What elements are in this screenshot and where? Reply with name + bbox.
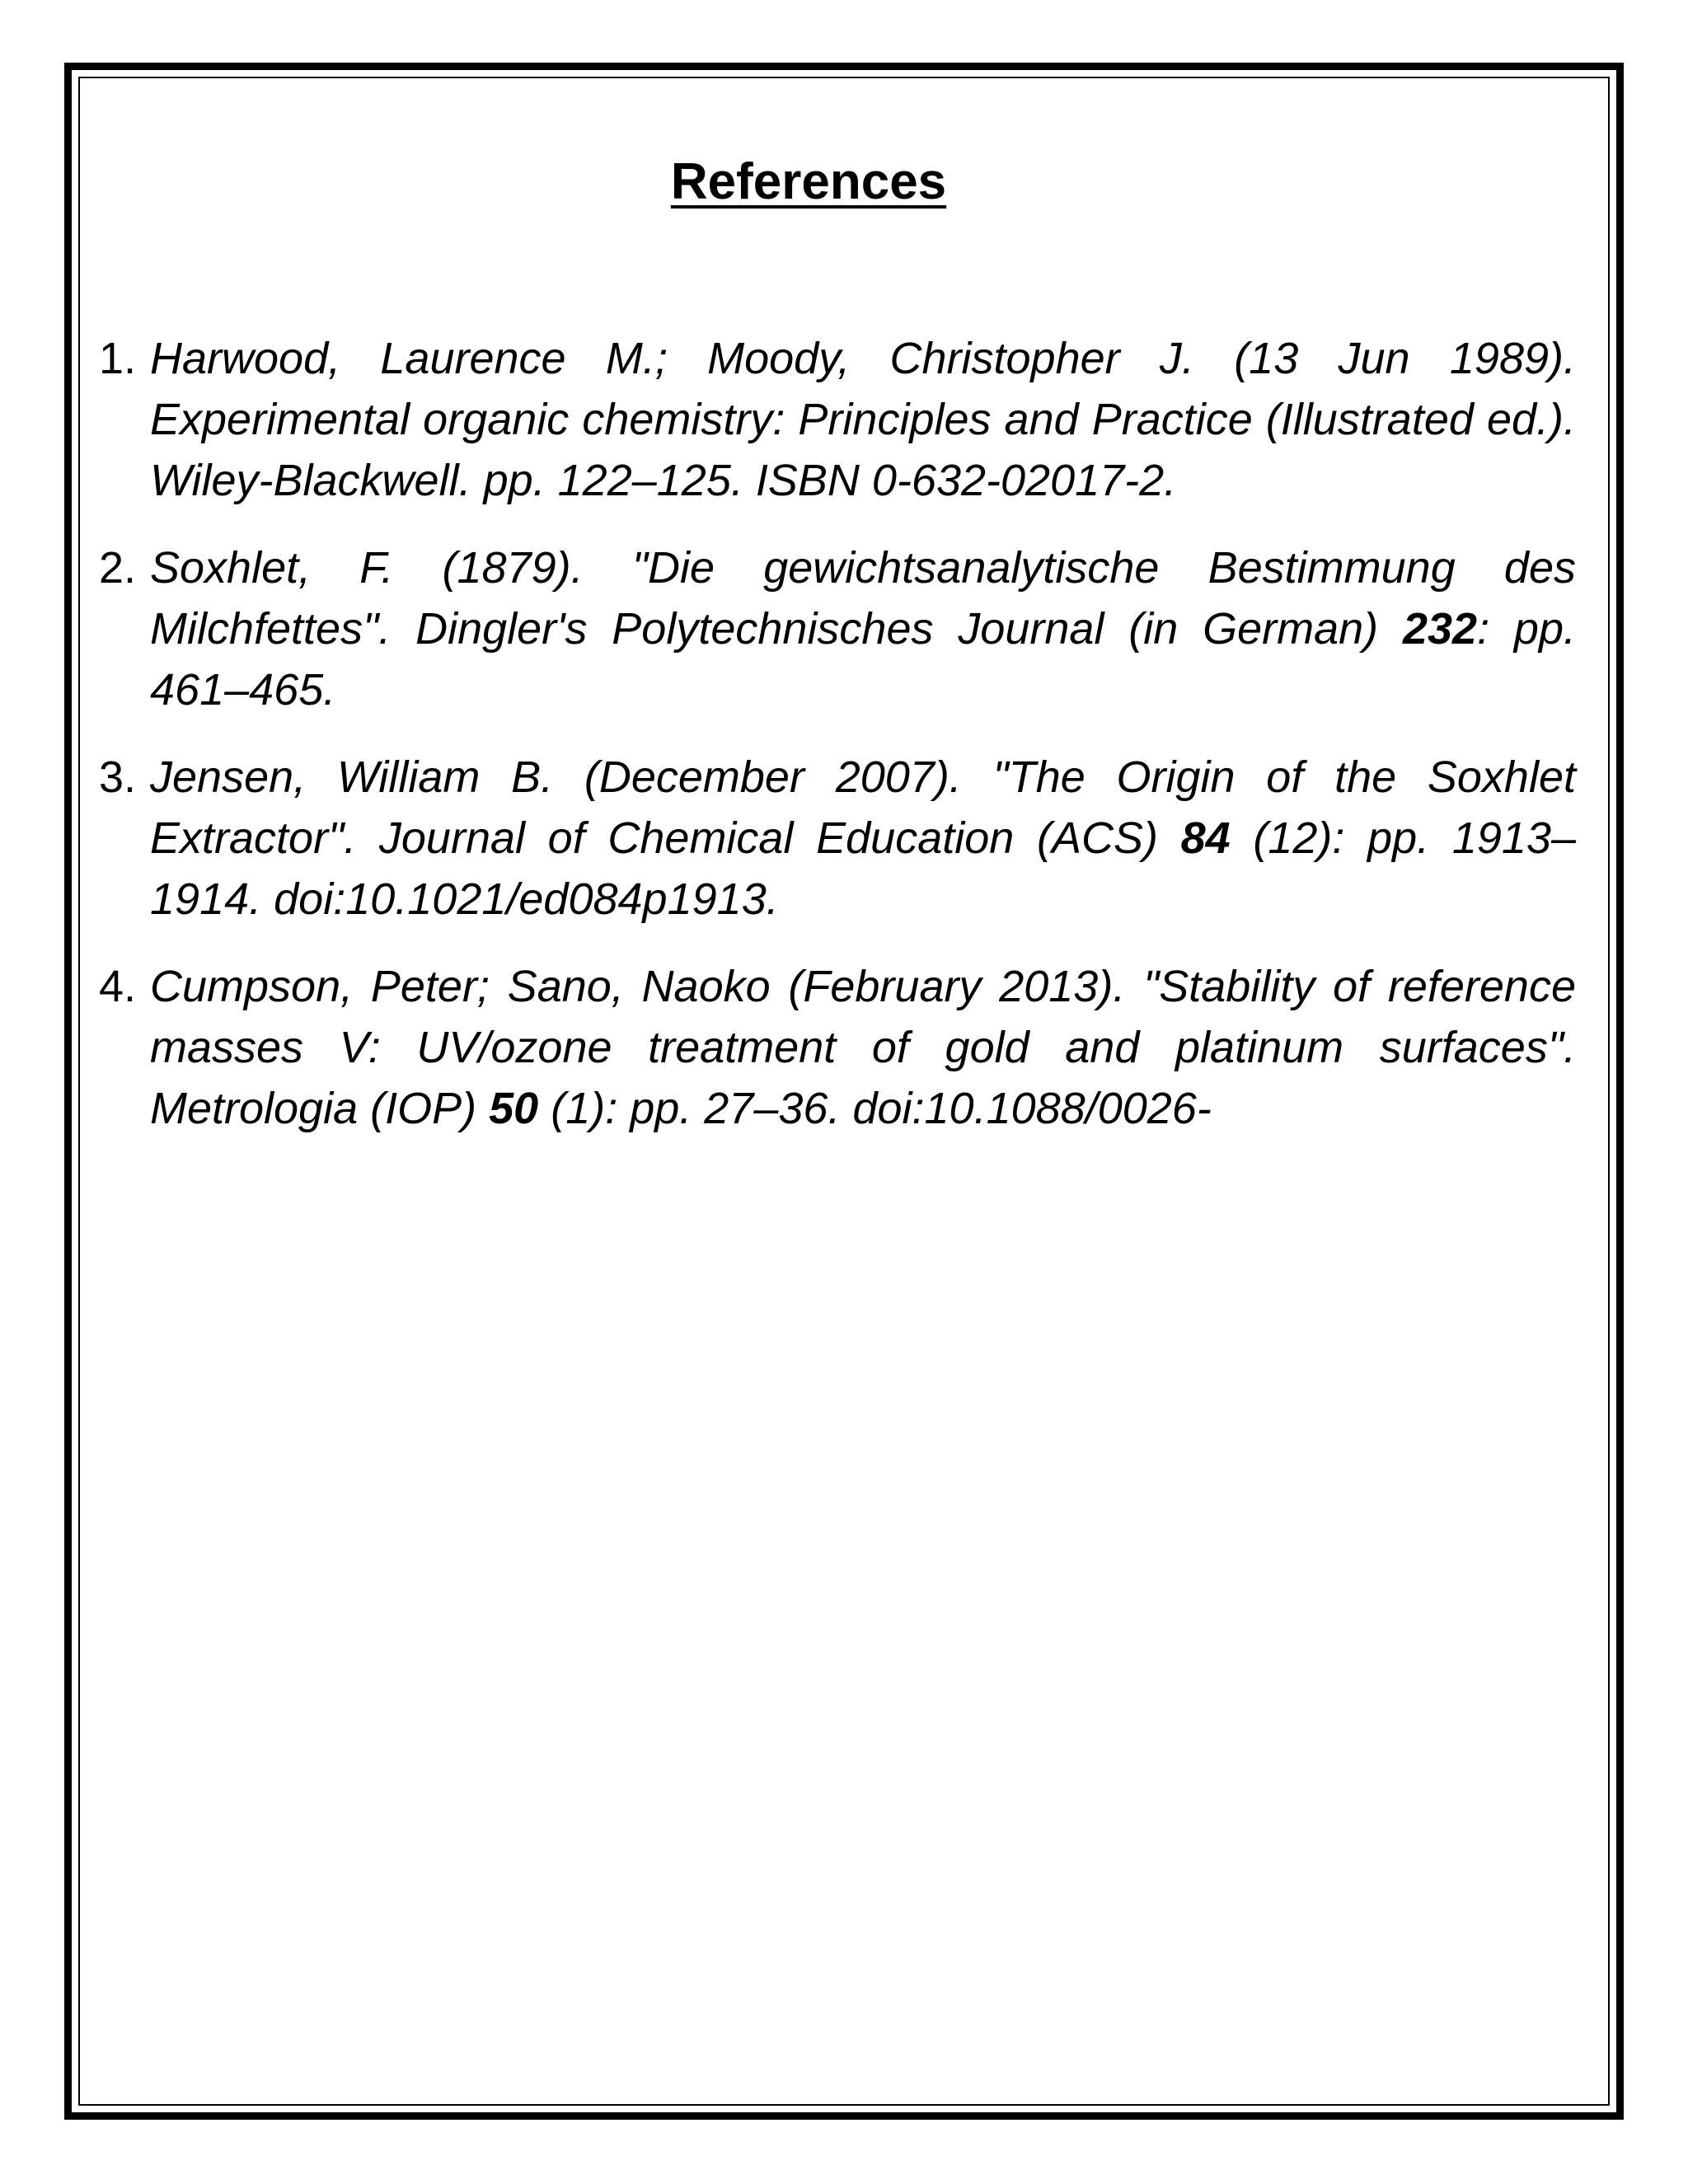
reference-volume: 50 [489,1084,539,1133]
reference-volume: 232 [1402,604,1478,654]
reference-text-tail: : pp. 461–465. [150,604,1576,715]
reference-item-2 [99,537,1576,720]
reference-item-1 [99,328,1576,511]
reference-text [150,962,1576,1133]
reference-number: 3. [99,752,137,802]
reference-text-main: Harwood, Laurence M.; Moody, Christopher J. (13 Jun 1989). Experimental organic chemistry: Principles and Practice (Illustrated ed.). Wiley-Blackwell. pp. 122–125. ISBN 0-632-02017-2. [150,334,1576,505]
reference-number: 4. [99,962,137,1011]
page-title [0,153,1617,210]
reference-text [150,752,1576,924]
reference-volume: 84 [1180,813,1231,863]
reference-text-main: Jensen, William B. (December 2007). "The Origin of the Soxhlet Extractor". Journal of Chemical Education (ACS) [150,752,1576,863]
reference-list [99,328,1576,1165]
reference-text-tail: (1): pp. 27–36. doi:10.1088/0026- [538,1084,1212,1133]
reference-item-4 [99,956,1576,1139]
reference-text-main: Cumpson, Peter; Sano, Naoko (February 2013). "Stability of reference masses V: UV/ozone treatment of gold and platinum surfaces". Metrologia (IOP) [150,962,1576,1133]
reference-text-main: Soxhlet, F. (1879). "Die gewichtsanalytische Bestimmung des Milchfettes". Dingler's Polytechnisches Journal (in German) [150,543,1576,654]
reference-number: 2. [99,543,137,593]
reference-text [150,543,1576,715]
reference-item-3 [99,747,1576,930]
reference-text [150,334,1576,505]
reference-number: 1. [99,334,137,383]
reference-text-tail: (12): pp. 1913–1914. doi:10.1021/ed084p1913. [150,813,1576,924]
references-heading: References [670,153,947,210]
